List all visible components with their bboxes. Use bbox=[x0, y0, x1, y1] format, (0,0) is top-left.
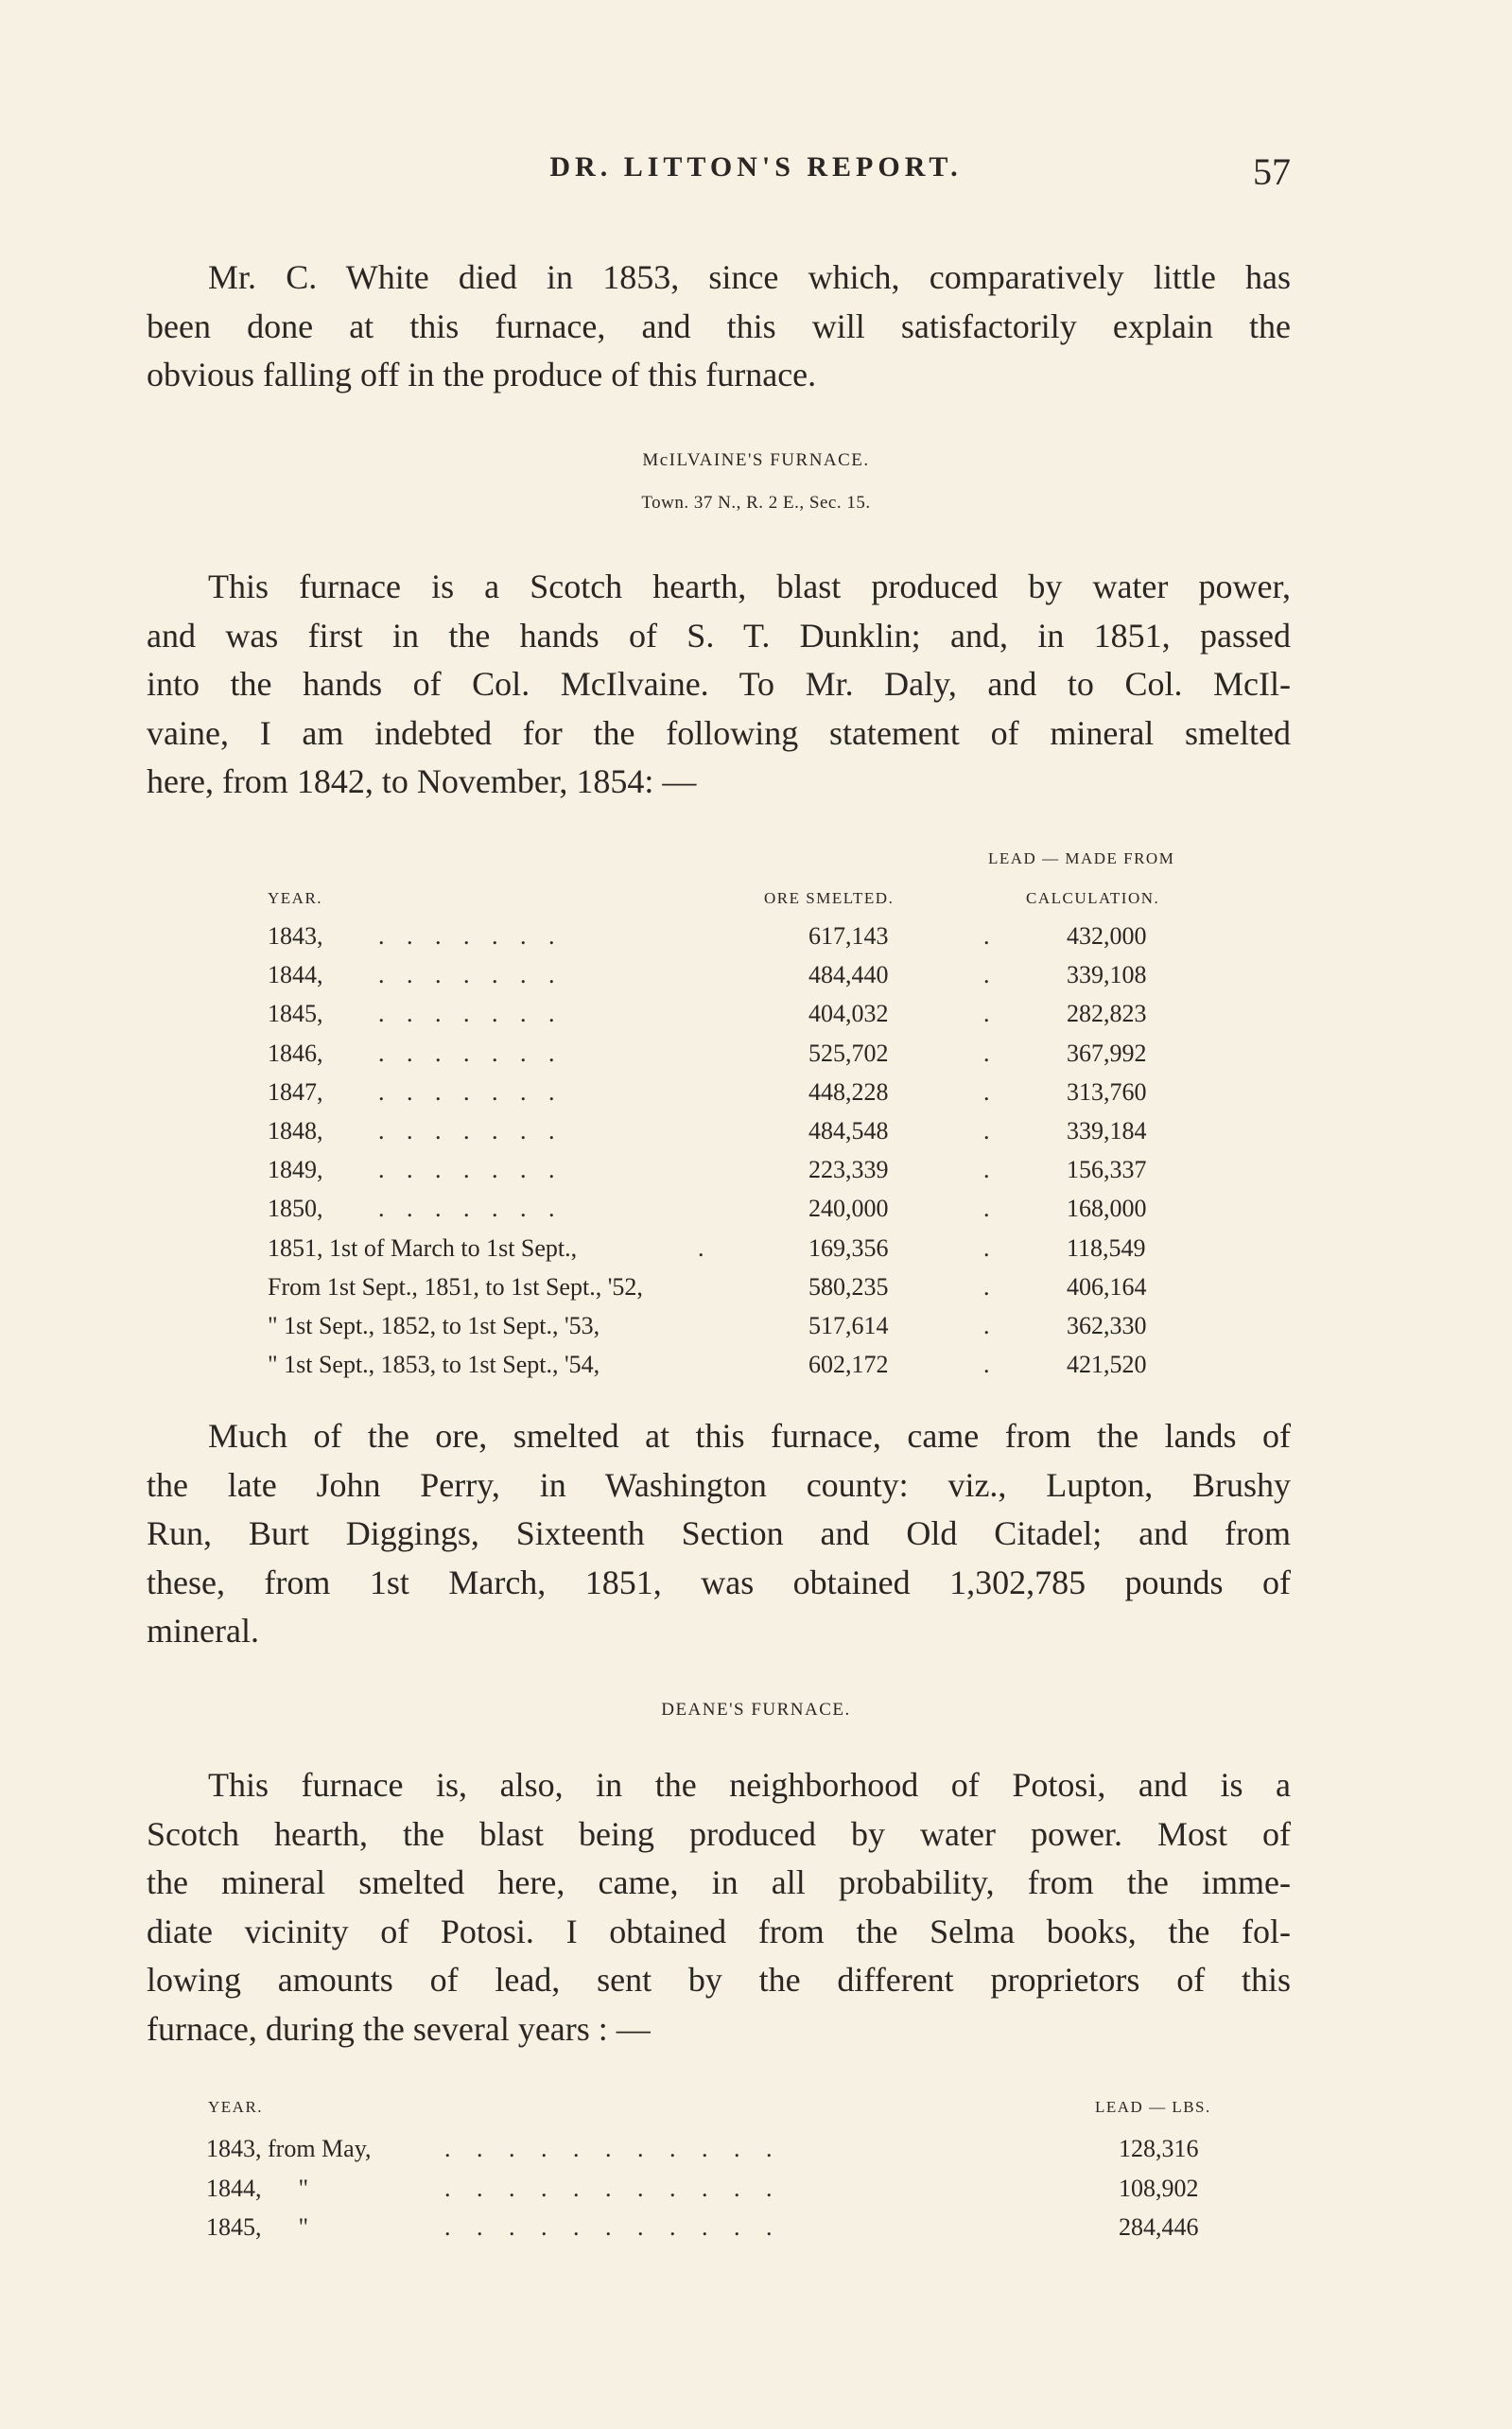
table-row bbox=[0, 922, 1512, 961]
cell-year: 1845, bbox=[268, 1000, 323, 1028]
table-row bbox=[0, 1234, 1512, 1273]
cell-separator: . bbox=[983, 1312, 990, 1339]
text-line: these, from 1st March, 1851, was obtained 1,302,785 pounds of bbox=[147, 1563, 1291, 1601]
text-line: Much of the ore, smelted at this furnace, came from the lands of bbox=[208, 1417, 1291, 1455]
text-line: furnace, during the several years : — bbox=[147, 2009, 651, 2048]
cell-year: From 1st Sept., 1851, to 1st Sept., '52, bbox=[268, 1272, 643, 1301]
running-title: DR. LITTON'S REPORT. bbox=[549, 151, 963, 183]
cell-year: 1844, " bbox=[206, 2174, 309, 2202]
table-row bbox=[0, 1195, 1512, 1233]
cell-year: 1843, from May, bbox=[206, 2135, 372, 2162]
text-line: Mr. C. White died in 1853, since which, comparatively little has bbox=[208, 258, 1291, 296]
cell-ore: 223,339 bbox=[808, 1156, 889, 1184]
table-row bbox=[0, 1156, 1512, 1195]
paragraph-white-death bbox=[147, 253, 1291, 400]
cell-leader-dots: . . . . . . . bbox=[378, 922, 555, 950]
cell-year: 1848, bbox=[268, 1117, 323, 1145]
cell-ore: 404,032 bbox=[808, 1000, 889, 1028]
table-row bbox=[0, 961, 1512, 1000]
text-line: been done at this furnace, and this will satisfactorily explain the bbox=[147, 306, 1291, 345]
cell-lead: 339,108 bbox=[1067, 961, 1147, 989]
cell-lead: 367,992 bbox=[1067, 1039, 1147, 1067]
cell-year: 1844, bbox=[268, 961, 323, 989]
text-line: into the hands of Col. McIlvaine. To Mr. Daly, and to Col. McIl- bbox=[147, 665, 1291, 703]
cell-separator: . bbox=[983, 1195, 990, 1223]
cell-ore: 525,702 bbox=[808, 1039, 889, 1067]
paragraph-perry-lands bbox=[147, 1412, 1291, 1656]
cell-lead: 156,337 bbox=[1067, 1156, 1147, 1184]
cell-lead: 339,184 bbox=[1067, 1117, 1147, 1145]
cell-lead: 108,902 bbox=[1119, 2174, 1199, 2202]
cell-ore: 169,356 bbox=[808, 1233, 889, 1262]
cell-lead: 284,446 bbox=[1119, 2213, 1199, 2241]
text-line: diate vicinity of Potosi. I obtained from the Selma books, the fol- bbox=[147, 1912, 1291, 1950]
cell-separator: . bbox=[983, 1117, 990, 1145]
cell-separator: . bbox=[983, 1000, 990, 1028]
text-line: mineral. bbox=[147, 1612, 259, 1650]
cell-year: 1847, bbox=[268, 1077, 323, 1106]
table-row bbox=[0, 1000, 1512, 1039]
table-row bbox=[0, 1312, 1512, 1351]
cell-year: 1846, bbox=[268, 1039, 323, 1067]
cell-leader-dots: . . . . . . . bbox=[378, 1117, 555, 1145]
cell-ore: 617,143 bbox=[808, 922, 889, 950]
header-calculation: CALCULATION. bbox=[1026, 889, 1160, 907]
cell-leader-dots: . bbox=[698, 1233, 704, 1262]
text-line: This furnace is, also, in the neighborhood of Potosi, and is a bbox=[208, 1766, 1291, 1804]
cell-lead: 168,000 bbox=[1067, 1195, 1147, 1223]
cell-leader-dots: . . . . . . . bbox=[378, 1195, 555, 1223]
table-row bbox=[0, 1351, 1512, 1389]
cell-year: 1849, bbox=[268, 1156, 323, 1184]
cell-separator: . bbox=[983, 1351, 990, 1379]
cell-separator: . bbox=[983, 1039, 990, 1067]
cell-separator: . bbox=[983, 922, 990, 950]
cell-ore: 484,548 bbox=[808, 1117, 889, 1145]
section-subtitle-mcilvaine: Town. 37 N., R. 2 E., Sec. 15. bbox=[641, 493, 871, 513]
section-title-deane: DEANE'S FURNACE. bbox=[661, 1700, 851, 1720]
table-row bbox=[0, 2175, 1512, 2213]
cell-lead: 406,164 bbox=[1067, 1272, 1147, 1301]
cell-leader-dots: . . . . . . . bbox=[378, 1156, 555, 1184]
cell-year: " 1st Sept., 1852, to 1st Sept., '53, bbox=[268, 1312, 600, 1339]
cell-separator: . bbox=[983, 961, 990, 989]
cell-leader-dots: . . . . . . . bbox=[378, 1039, 555, 1067]
cell-lead: 421,520 bbox=[1067, 1351, 1147, 1379]
text-line: obvious falling off in the produce of this furnace. bbox=[147, 356, 817, 393]
cell-leader-dots: . . . . . . . . . . . bbox=[444, 2135, 773, 2162]
header-lead-lbs: LEAD — LBS. bbox=[1095, 2098, 1211, 2116]
text-line: the late John Perry, in Washington county: viz., Lupton, Brushy bbox=[147, 1465, 1291, 1504]
cell-leader-dots: . . . . . . . bbox=[378, 1077, 555, 1106]
header-ore-smelted: ORE SMELTED. bbox=[764, 889, 895, 907]
cell-ore: 240,000 bbox=[808, 1195, 889, 1223]
cell-ore: 484,440 bbox=[808, 961, 889, 989]
cell-year: 1850, bbox=[268, 1195, 323, 1223]
cell-separator: . bbox=[983, 1233, 990, 1262]
cell-leader-dots: . . . . . . . . . . . bbox=[444, 2174, 773, 2202]
cell-year: 1845, " bbox=[206, 2213, 309, 2241]
cell-leader-dots: . . . . . . . bbox=[378, 1000, 555, 1028]
cell-year: 1851, 1st of March to 1st Sept., bbox=[268, 1233, 578, 1262]
text-line: Run, Burt Diggings, Sixteenth Section and Old Citadel; and from bbox=[147, 1514, 1291, 1552]
table-row bbox=[0, 1040, 1512, 1078]
text-line: lowing amounts of lead, sent by the different proprietors of this bbox=[147, 1961, 1291, 1999]
paragraph-mcilvaine-furnace bbox=[147, 563, 1291, 807]
text-line: the mineral smelted here, came, in all probability, from the imme- bbox=[147, 1863, 1291, 1901]
cell-lead: 128,316 bbox=[1119, 2135, 1199, 2162]
cell-year: " 1st Sept., 1853, to 1st Sept., '54, bbox=[268, 1351, 600, 1379]
cell-separator: . bbox=[983, 1077, 990, 1106]
cell-ore: 580,235 bbox=[808, 1272, 889, 1301]
cell-lead: 432,000 bbox=[1067, 922, 1147, 950]
table-row bbox=[0, 1117, 1512, 1156]
cell-lead: 282,823 bbox=[1067, 1000, 1147, 1028]
cell-leader-dots: . . . . . . . . . . . bbox=[444, 2213, 773, 2241]
header-year: YEAR. bbox=[268, 889, 323, 907]
cell-lead: 362,330 bbox=[1067, 1312, 1147, 1339]
table-row bbox=[0, 2135, 1512, 2174]
cell-lead: 118,549 bbox=[1067, 1233, 1146, 1262]
text-line: vaine, I am indebted for the following statement of mineral smelted bbox=[147, 713, 1291, 752]
cell-separator: . bbox=[983, 1156, 990, 1184]
text-line: and was first in the hands of S. T. Dunklin; and, in 1851, passed bbox=[147, 616, 1291, 655]
header-lead-made-from: LEAD — MADE FROM bbox=[988, 849, 1175, 867]
text-line: here, from 1842, to November, 1854: — bbox=[147, 762, 697, 800]
cell-ore: 602,172 bbox=[808, 1351, 889, 1379]
paragraph-deane-furnace bbox=[147, 1761, 1291, 2053]
table-row bbox=[0, 1078, 1512, 1117]
page-number: 57 bbox=[1253, 150, 1291, 193]
cell-separator: . bbox=[983, 1272, 990, 1301]
header-year: YEAR. bbox=[208, 2098, 264, 2116]
text-line: Scotch hearth, the blast being produced by water power. Most of bbox=[147, 1814, 1291, 1853]
table-row bbox=[0, 1273, 1512, 1312]
cell-ore: 517,614 bbox=[808, 1312, 889, 1339]
table-row bbox=[0, 2213, 1512, 2252]
cell-year: 1843, bbox=[268, 922, 323, 950]
cell-leader-dots: . . . . . . . bbox=[378, 961, 555, 989]
text-line: This furnace is a Scotch hearth, blast produced by water power, bbox=[208, 568, 1291, 605]
cell-ore: 448,228 bbox=[808, 1077, 889, 1106]
section-title-mcilvaine: McILVAINE'S FURNACE. bbox=[642, 450, 870, 470]
cell-lead: 313,760 bbox=[1067, 1077, 1147, 1106]
